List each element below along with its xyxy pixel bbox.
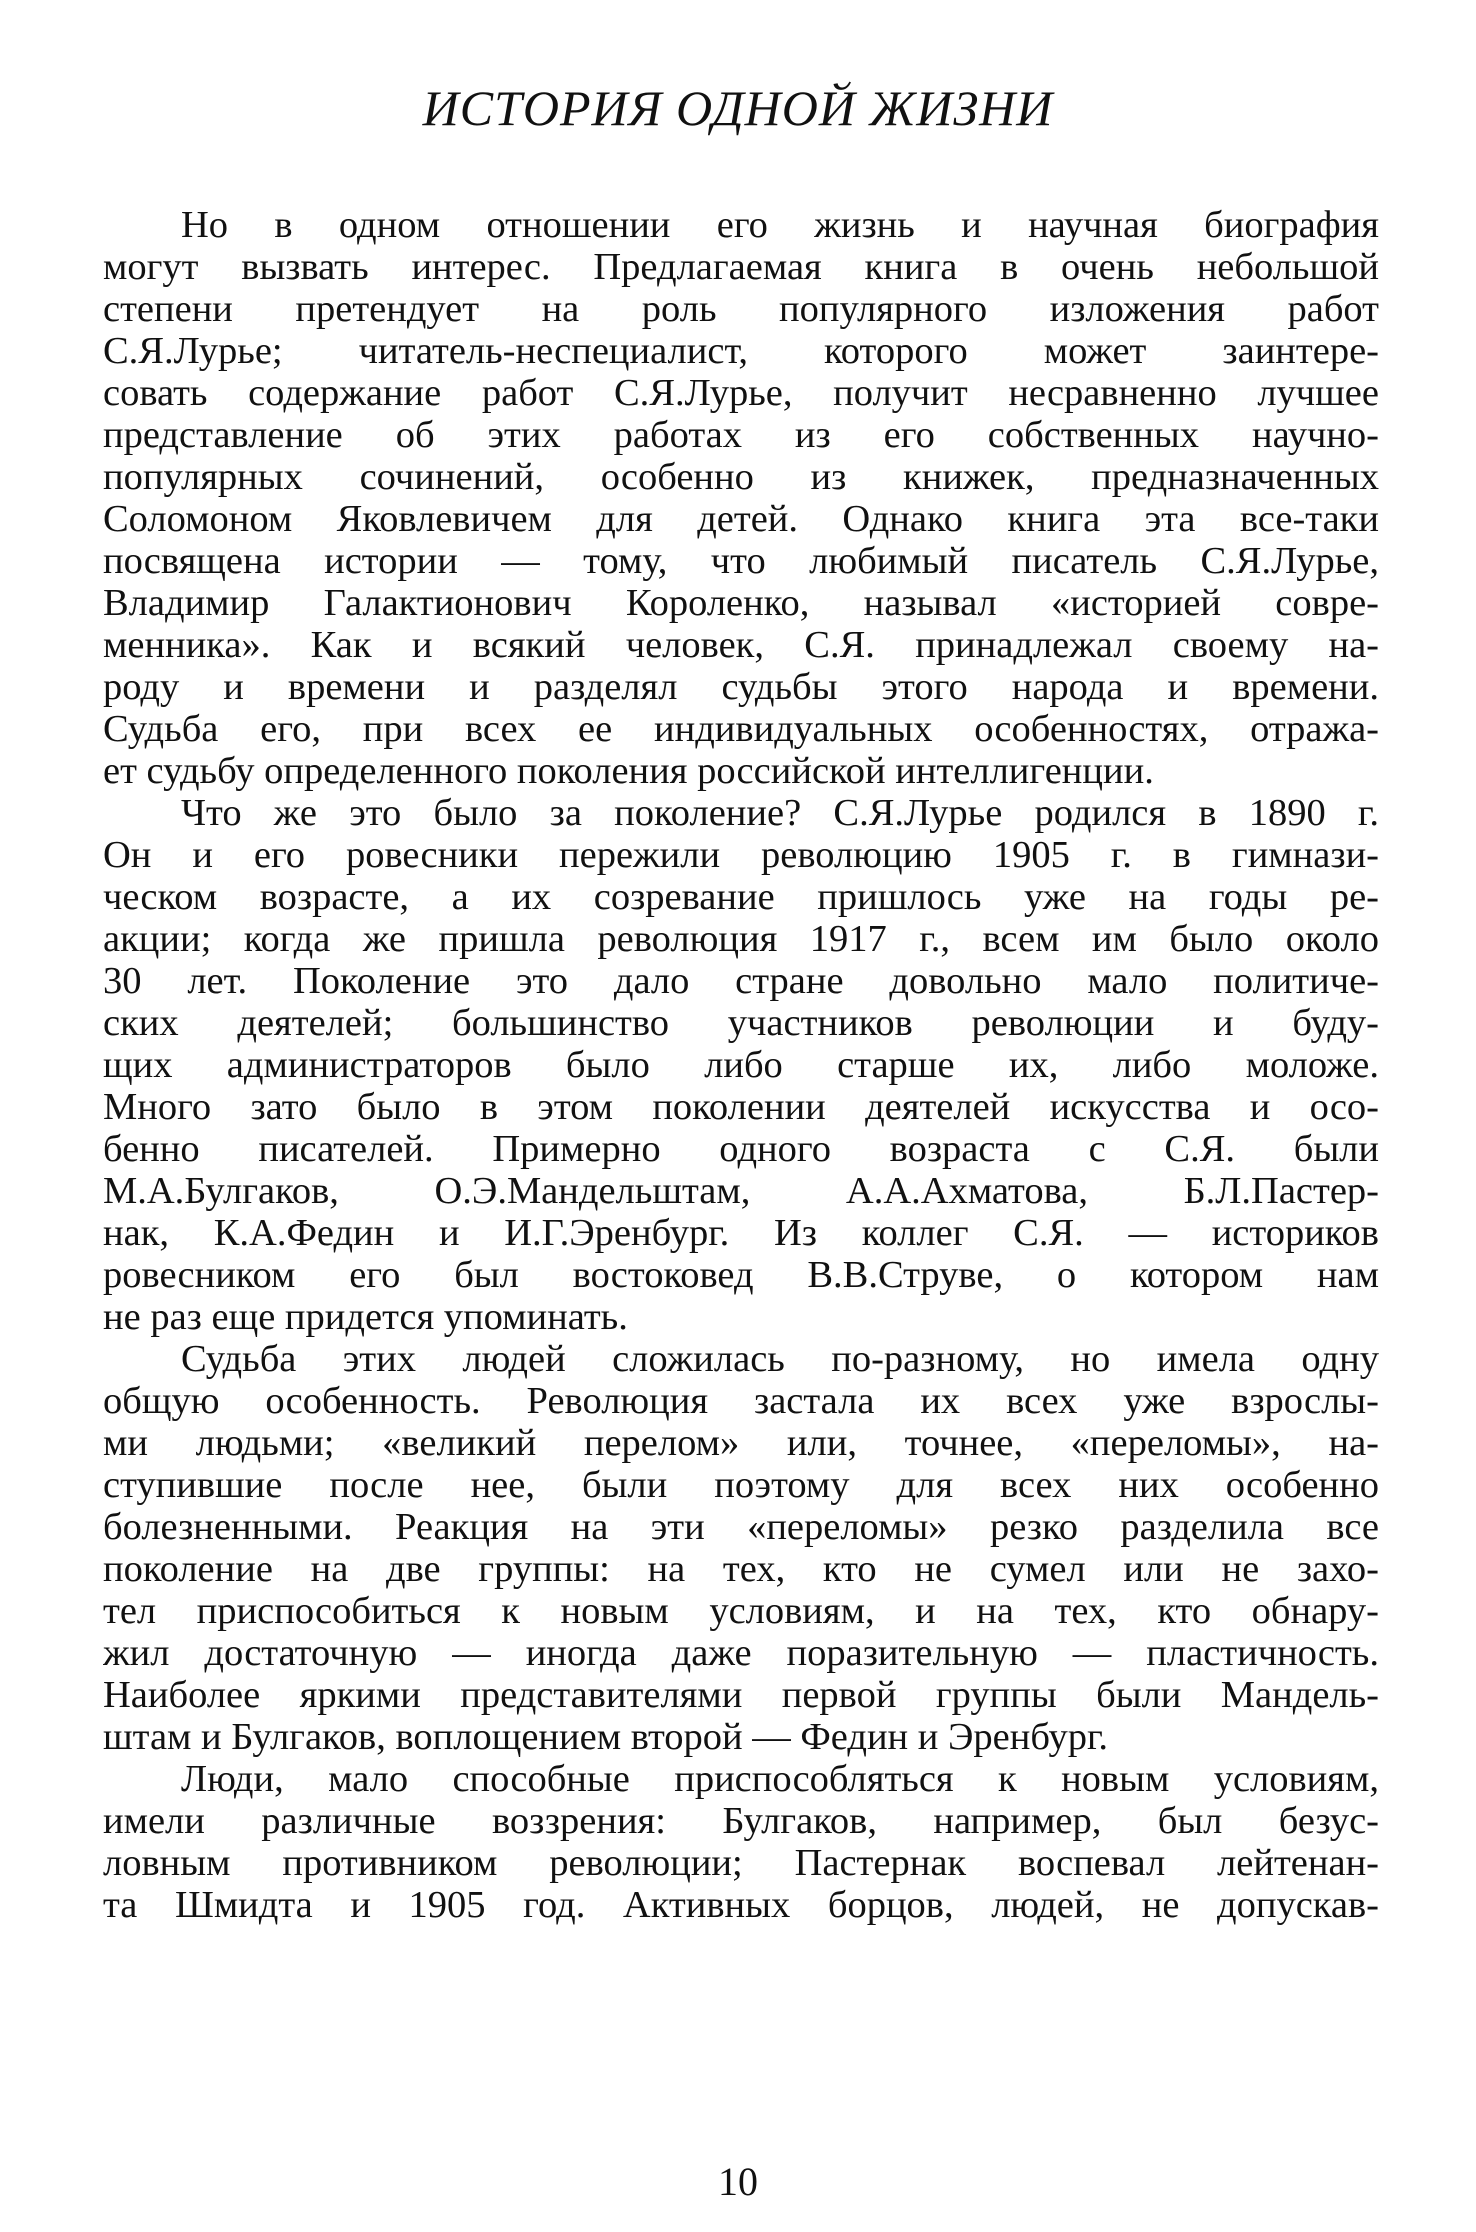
text-line: популярных сочинений, особенно из книжек, предназначенных — [103, 456, 1379, 498]
text-line: имели различные воззрения: Булгаков, например, был безус- — [103, 1800, 1379, 1842]
text-line: Что же это было за поколение? С.Я.Лурье родился в 1890 г. — [181, 792, 1379, 834]
paragraph — [103, 792, 1379, 1338]
text-line: ческом возрасте, а их созревание пришлось уже на годы ре- — [103, 876, 1379, 918]
text-line: Судьба его, при всех ее индивидуальных особенностях, отража- — [103, 708, 1379, 750]
text-line: ет судьбу определенного поколения российской интеллигенции. — [103, 750, 1154, 792]
text-line: жил достаточную — иногда даже поразительную — пластичность. — [103, 1632, 1379, 1674]
text-line: степени претендует на роль популярного изложения работ — [103, 288, 1379, 330]
text-line: Владимир Галактионович Короленко, называл «историей совре- — [103, 582, 1379, 624]
text-line: нак, К.А.Федин и И.Г.Эренбург. Из коллег С.Я. — историков — [103, 1212, 1379, 1254]
text-line: Но в одном отношении его жизнь и научная биография — [181, 204, 1379, 246]
page-number: 10 — [718, 2159, 758, 2204]
text-line: общую особенность. Революция застала их всех уже взрослы- — [103, 1380, 1379, 1422]
text-line: Судьба этих людей сложилась по-разному, но имела одну — [181, 1338, 1379, 1380]
text-line: представление об этих работах из его собственных научно- — [103, 414, 1379, 456]
text-line: роду и времени и разделял судьбы этого народа и времени. — [103, 666, 1379, 708]
text-line: поколение на две группы: на тех, кто не сумел или не захо- — [103, 1548, 1379, 1590]
text-line: щих администраторов было либо старше их, либо моложе. — [103, 1044, 1379, 1086]
body-text — [103, 204, 1379, 1926]
text-line: болезненными. Реакция на эти «переломы» резко разделила все — [103, 1506, 1379, 1548]
text-line: ских деятелей; большинство участников революции и буду- — [103, 1002, 1379, 1044]
text-line: ровесником его был востоковед В.В.Струве, о котором нам — [103, 1254, 1379, 1296]
text-line: совать содержание работ С.Я.Лурье, получит несравненно лучшее — [103, 372, 1379, 414]
text-line: Много зато было в этом поколении деятелей искусства и осо- — [103, 1086, 1379, 1128]
text-line: 30 лет. Поколение это дало стране довольно мало политиче- — [103, 960, 1379, 1002]
text-line: штам и Булгаков, воплощением второй — Федин и Эренбург. — [103, 1716, 1109, 1758]
text-line: бенно писателей. Примерно одного возраста с С.Я. были — [103, 1128, 1379, 1170]
paragraph — [103, 1758, 1379, 1926]
text-line: могут вызвать интерес. Предлагаемая книга в очень небольшой — [103, 246, 1379, 288]
text-line: Соломоном Яковлевичем для детей. Однако книга эта все-таки — [103, 498, 1379, 540]
text-line: ловным противником революции; Пастернак воспевал лейтенан- — [103, 1842, 1379, 1884]
text-line: ми людьми; «великий перелом» или, точнее, «переломы», на- — [103, 1422, 1379, 1464]
text-line: тел приспособиться к новым условиям, и на тех, кто обнару- — [103, 1590, 1379, 1632]
paragraph — [103, 204, 1379, 792]
text-line: ступившие после нее, были поэтому для всех них особенно — [103, 1464, 1379, 1506]
text-line: Он и его ровесники пережили революцию 1905 г. в гимнази- — [103, 834, 1379, 876]
paragraph — [103, 1338, 1379, 1758]
text-line: та Шмидта и 1905 год. Активных борцов, людей, не допускав- — [103, 1884, 1379, 1926]
text-line: менника». Как и всякий человек, С.Я. принадлежал своему на- — [103, 624, 1379, 666]
text-line: не раз еще придется упоминать. — [103, 1296, 628, 1338]
text-line: Наиболее яркими представителями первой группы были Мандель- — [103, 1674, 1379, 1716]
text-line: посвящена истории — тому, что любимый писатель С.Я.Лурье, — [103, 540, 1379, 582]
running-head: ИСТОРИЯ ОДНОЙ ЖИЗНИ — [422, 80, 1054, 136]
text-line: Люди, мало способные приспособляться к новым условиям, — [181, 1758, 1379, 1800]
text-line: М.А.Булгаков, О.Э.Мандельштам, А.А.Ахматова, Б.Л.Пастер- — [103, 1170, 1379, 1212]
text-line: С.Я.Лурье; читатель-неспециалист, которого может заинтере- — [103, 330, 1379, 372]
text-line: акции; когда же пришла революция 1917 г., всем им было около — [103, 918, 1379, 960]
